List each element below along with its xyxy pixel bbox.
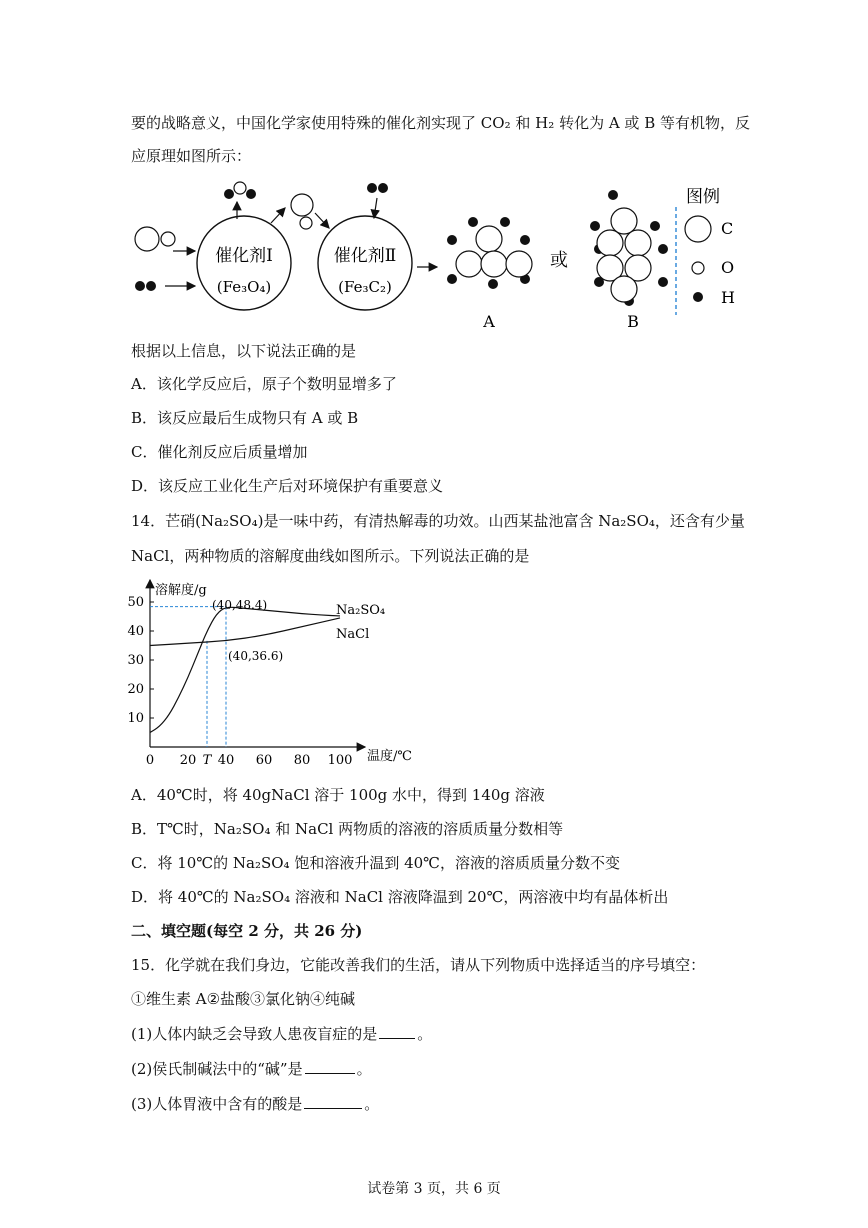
q14-stem-line-2: NaCl，两种物质的溶解度曲线如图所示。下列说法正确的是 xyxy=(131,547,530,565)
nacl-curve xyxy=(150,618,340,646)
q13-option-a: A．该化学反应后，原子个数明显增多了 xyxy=(131,375,397,393)
section-2-title: 二、填空题(每空 2 分，共 26 分) xyxy=(131,922,363,940)
product-b-molecule xyxy=(590,190,668,306)
co2-molecule xyxy=(135,227,175,251)
answer-blank-3[interactable] xyxy=(304,1093,362,1109)
co2-formula: CO₂ xyxy=(480,114,511,132)
q15-stem: 15．化学就在我们身边，它能改善我们的生活，请从下列物质中选择适当的序号填空： xyxy=(131,956,706,974)
x-tick-label: 40 xyxy=(217,753,235,768)
arrow-co-in xyxy=(315,213,329,228)
x-tick-label: T xyxy=(202,753,212,768)
co-molecule xyxy=(291,194,313,229)
y-axis-label: 溶解度/g xyxy=(155,583,207,598)
q15-sub-3: (3)人体胃液中含有的酸是 。 xyxy=(131,1095,380,1113)
legend-c-label: C xyxy=(721,219,734,238)
annotation-36-6: (40,36.6) xyxy=(228,649,284,663)
q15-choices: ①维生素 A②盐酸③氯化钠④纯碱 xyxy=(131,990,356,1008)
na2so4-series-label: Na₂SO₄ xyxy=(336,603,386,618)
legend-o-label: O xyxy=(721,258,735,277)
arrow-co-out xyxy=(271,208,285,223)
x-tick-label: 100 xyxy=(327,753,353,768)
nacl-series-label: NaCl xyxy=(336,627,370,642)
y-tick-label: 20 xyxy=(127,682,144,697)
legend-carbon-icon xyxy=(685,216,711,242)
y-tick-label: 10 xyxy=(127,711,144,726)
intro-line-1: 要的战略意义，中国化学家使用特殊的催化剂实现了 CO₂ 和 H₂ 转化为 A 或 B 等有机物，反 xyxy=(131,114,750,132)
legend-hydrogen-icon xyxy=(693,292,703,302)
arrow-h2-in xyxy=(374,198,377,218)
q14-option-a: A．40℃时，将 40gNaCl 溶于 100g 水中，得到 140g 溶液 xyxy=(131,786,545,804)
y-tick-label: 40 xyxy=(127,624,144,639)
answer-blank-2[interactable] xyxy=(305,1058,355,1074)
x-tick-label: 0 xyxy=(145,753,155,768)
catalyst-2-name: 催化剂Ⅱ xyxy=(333,246,397,266)
x-axis-label: 温度/℃ xyxy=(367,749,412,764)
answer-blank-1[interactable] xyxy=(379,1023,415,1039)
legend-oxygen-icon xyxy=(692,262,704,274)
catalyst-1-formula: (Fe₃O₄) xyxy=(216,278,272,296)
page-footer: 试卷第 3 页，共 6 页 xyxy=(367,1181,501,1197)
q14-option-b: B．T℃时，Na₂SO₄ 和 NaCl 两物质的溶液的溶质质量分数相等 xyxy=(131,820,564,838)
legend-h-label: H xyxy=(721,288,735,307)
q13-option-d: D．该反应工业化生产后对环境保护有重要意义 xyxy=(131,477,444,495)
annotation-48-4: (40,48.4) xyxy=(212,598,268,612)
q13-stem: 根据以上信息，以下说法正确的是 xyxy=(131,342,357,360)
product-a-molecule xyxy=(447,217,532,289)
q14-stem-line-1: 14．芒硝(Na₂SO₄)是一味中药，有清热解毒的功效。山西某盐池富含 Na₂SO₄，还含有少量 xyxy=(131,512,745,530)
or-label: 或 xyxy=(550,250,568,271)
intro-line-2: 应原理如图所示： xyxy=(131,147,252,165)
water-molecule xyxy=(224,182,256,199)
h2-molecule xyxy=(135,281,156,291)
h2-molecule-2 xyxy=(367,183,388,193)
reaction-diagram xyxy=(125,175,745,340)
q15-sub-1: (1)人体内缺乏会导致人患夜盲症的是 。 xyxy=(131,1025,433,1043)
legend-title: 图例 xyxy=(686,187,720,207)
y-tick-label: 50 xyxy=(127,595,144,610)
h2-formula: H₂ xyxy=(535,114,555,132)
catalyst-1-name: 催化剂Ⅰ xyxy=(215,246,273,266)
q15-sub-2: (2)侯氏制碱法中的“碱”是 。 xyxy=(131,1060,372,1078)
x-tick-label: 60 xyxy=(255,753,273,768)
x-ticks xyxy=(146,753,353,768)
q13-option-b: B．该反应最后生成物只有 A 或 B xyxy=(131,409,359,427)
x-tick-label: 20 xyxy=(179,753,197,768)
q13-option-c: C．催化剂反应后质量增加 xyxy=(131,443,308,461)
product-a-label: A xyxy=(483,312,495,331)
solubility-chart xyxy=(125,572,445,777)
q14-option-d: D．将 40℃的 Na₂SO₄ 溶液和 NaCl 溶液降温到 20℃，两溶液中均有晶体析出 xyxy=(131,888,669,906)
y-tick-label: 30 xyxy=(127,653,144,668)
product-b-label: B xyxy=(627,312,639,331)
catalyst-2-formula: (Fe₃C₂) xyxy=(338,278,392,296)
q14-option-c: C．将 10℃的 Na₂SO₄ 饱和溶液升温到 40℃，溶液的溶质质量分数不变 xyxy=(131,854,620,872)
x-tick-label: 80 xyxy=(293,753,311,768)
na2so4-curve xyxy=(150,607,340,732)
